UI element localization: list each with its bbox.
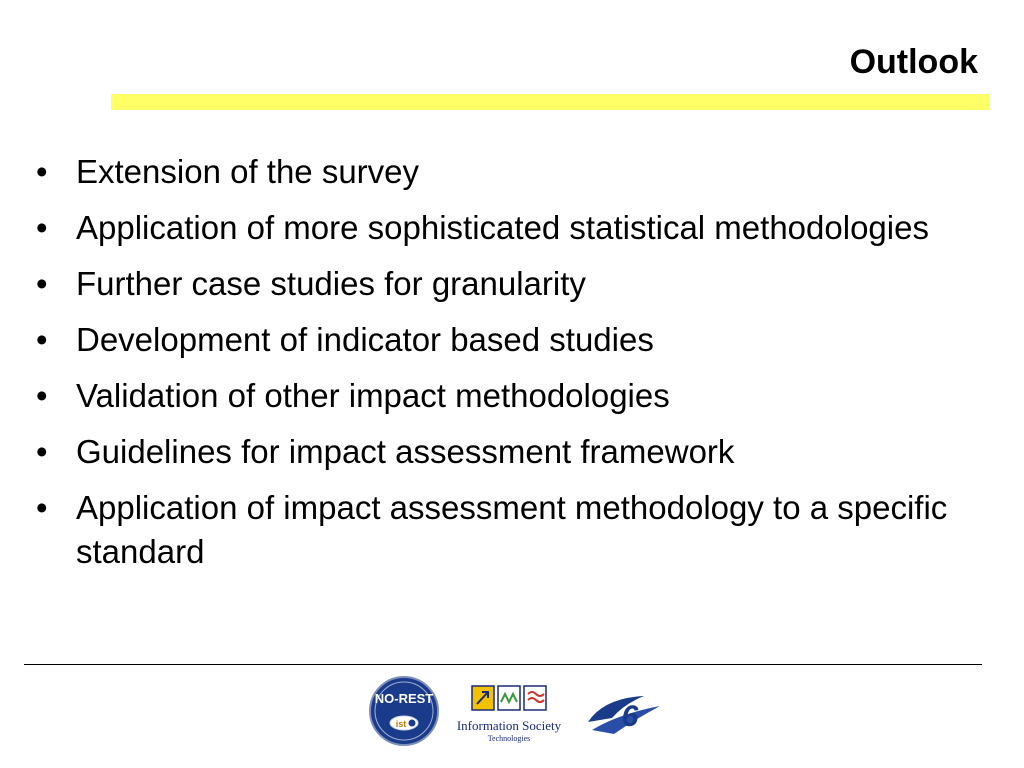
bullet-text: Validation of other impact methodologies <box>76 377 670 414</box>
norest-logo-text: NO-REST <box>374 691 434 706</box>
footer-divider <box>24 664 982 665</box>
bullet-item <box>36 206 976 250</box>
bullet-icon: • <box>36 321 48 358</box>
norest-badge-text: ist <box>395 719 407 729</box>
fp6-logo-icon <box>584 688 664 738</box>
bullet-text: Extension of the survey <box>76 153 420 190</box>
bullet-icon: • <box>36 153 48 190</box>
bullet-icon: • <box>36 433 48 470</box>
bullet-icon: • <box>36 209 48 246</box>
norest-logo-icon <box>368 675 440 747</box>
fp6-logo <box>584 688 664 738</box>
bullet-text: Further case studies for granularity <box>76 265 586 302</box>
norest-logo <box>368 675 440 747</box>
ist-logo-icon <box>452 682 566 718</box>
bullet-icon: • <box>36 489 48 526</box>
bullet-icon: • <box>36 377 48 414</box>
bullet-text: Guidelines for impact assessment framework <box>76 433 735 470</box>
title-underline-bar <box>111 94 990 110</box>
bullet-text: Application of more sophisticated statistical methodologies <box>76 209 929 246</box>
fp6-logo-glyph: 6 <box>621 700 639 733</box>
ist-logo <box>452 682 566 744</box>
bullet-item <box>36 150 976 194</box>
slide-title: Outlook <box>849 43 978 81</box>
bullet-item <box>36 262 976 306</box>
bullet-item <box>36 486 976 574</box>
ist-logo-label: Information Society <box>456 718 562 733</box>
bullet-icon: • <box>36 265 48 302</box>
bullet-list <box>36 150 976 586</box>
bullet-item <box>36 318 976 362</box>
bullet-item <box>36 374 976 418</box>
bullet-text: Development of indicator based studies <box>76 321 654 358</box>
bullet-item <box>36 430 976 474</box>
ist-logo-sublabel: Technologies <box>487 734 531 743</box>
bullet-text: Application of impact assessment methodology to a specific standard <box>76 489 948 570</box>
